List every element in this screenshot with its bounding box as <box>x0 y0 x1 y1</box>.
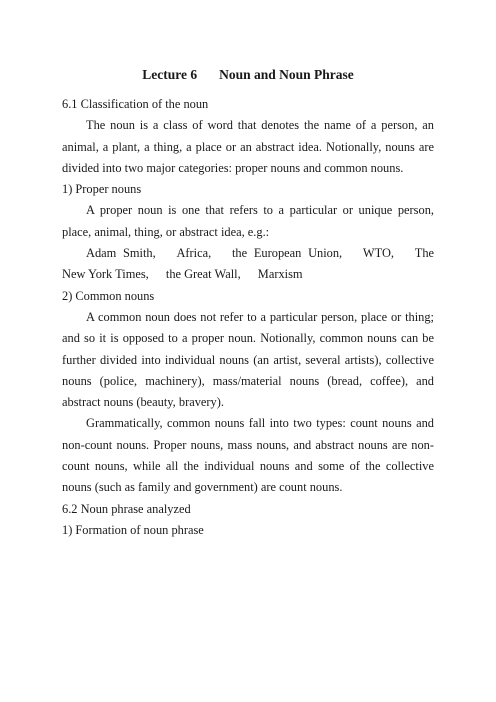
noun-definition-paragraph: The noun is a class of word that denotes the name of a person, an animal, a plant, a thing, a place or an abstract idea. Notionally, nouns are divided into two major categories: proper nouns and common nouns. <box>62 118 434 175</box>
subheading-common-nouns: 2) Common nouns <box>62 288 155 303</box>
example-item: The New York Times, <box>62 246 435 282</box>
section-heading-6-1: 6.1 Classification of the noun <box>62 97 209 111</box>
section-heading-6-2: 6.2 Noun phrase analyzed <box>62 501 191 516</box>
subheading-formation: 1) Formation of noun phrase <box>62 522 204 537</box>
lecture-topic: Noun and Noun Phrase <box>219 67 354 82</box>
example-item: the European Union, <box>231 246 343 261</box>
proper-noun-examples <box>62 243 434 286</box>
example-item: Marxism <box>257 267 303 282</box>
lecture-number: Lecture 6 <box>142 67 198 82</box>
subheading-proper-nouns: 1) Proper nouns <box>62 182 142 197</box>
example-item: the Great Wall, <box>165 267 241 282</box>
common-noun-paragraph: A common noun does not refer to a particular person, place or thing; and so it is opposed to a proper noun. Notionally, common nouns can be further divided into individual nouns (an artist, several artists), collective nouns (police, machinery), mass/material nouns (bread, coffee), and abstract nouns (beauty, bravery). <box>62 309 434 410</box>
count-noncount-paragraph: Grammatically, common nouns fall into two types: count nouns and non-count nouns. Proper nouns, mass nouns, and abstract nouns are non-count nouns, while all the individual nouns and some of the collective nouns (such as family and government) are count nouns. <box>62 416 434 495</box>
page-title <box>0 67 496 83</box>
example-item: Adam Smith, <box>86 246 156 261</box>
proper-noun-paragraph: A proper noun is one that refers to a particular or unique person, place, animal, thing, or abstract idea, e.g.: <box>62 203 434 239</box>
document-body <box>62 94 434 541</box>
example-item: Africa, <box>176 246 212 261</box>
example-item: WTO, <box>362 246 394 261</box>
